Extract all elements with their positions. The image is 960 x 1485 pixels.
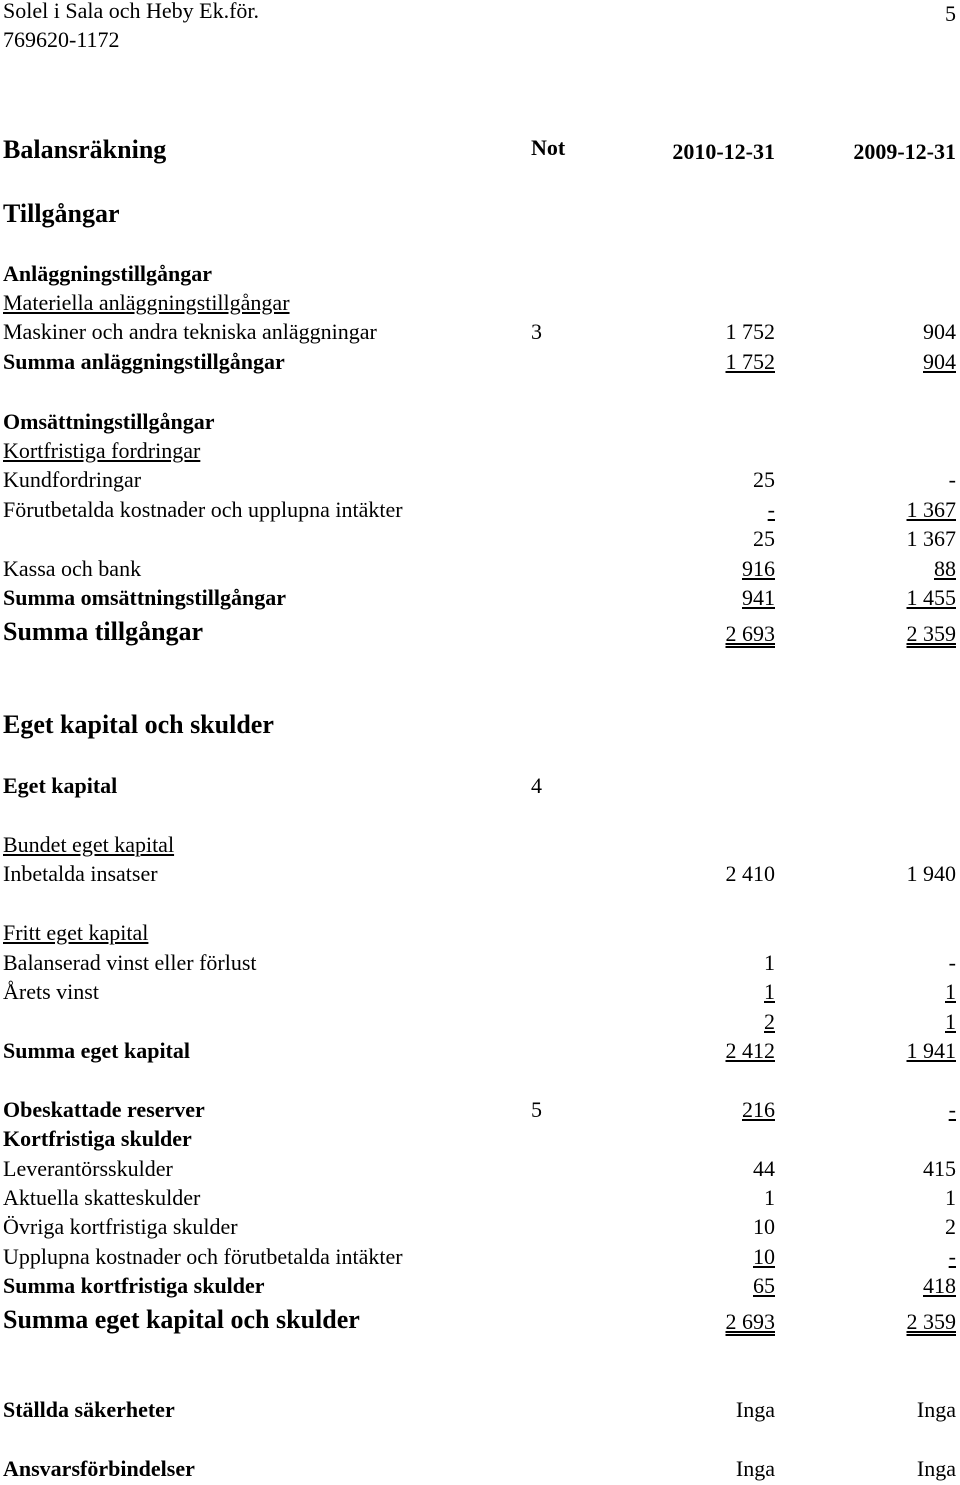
suppliers-row <box>0 1155 960 1183</box>
assets-heading: Tillgångar <box>3 199 120 228</box>
statement-title: Balansräkning <box>3 135 167 164</box>
equity-total-row <box>0 1037 960 1065</box>
other-liabilities-previous: 2 <box>945 1214 956 1239</box>
pledged-assets-current: Inga <box>735 1397 775 1422</box>
equity-heading: Eget kapital <box>3 773 118 798</box>
cash-label: Kassa och bank <box>3 556 142 581</box>
other-liabilities-label: Övriga kortfristiga skulder <box>3 1214 238 1239</box>
prepaid-label: Förutbetalda kostnader och upplupna intäkter <box>3 497 403 522</box>
untaxed-reserves-label: Obeskattade reserver <box>3 1097 205 1122</box>
contingent-liabilities-previous: Inga <box>916 1456 956 1481</box>
pledged-assets-row <box>0 1396 960 1424</box>
other-liabilities-row <box>0 1213 960 1241</box>
current-assets-total-label: Summa omsättningstillgångar <box>3 585 286 610</box>
receivables-row <box>0 466 960 494</box>
current-year-column-header: 2010-12-31 <box>672 139 775 164</box>
short-liabilities-total-current: 65 <box>753 1273 775 1298</box>
suppliers-current: 44 <box>753 1156 775 1181</box>
short-liabilities-heading: Kortfristiga skulder <box>3 1126 192 1151</box>
total-assets-row <box>0 615 960 649</box>
tax-liabilities-previous: 1 <box>945 1185 956 1210</box>
free-equity-heading: Fritt eget kapital <box>3 920 149 945</box>
tangible-assets-heading: Materiella anläggningstillgångar <box>3 290 290 315</box>
tax-liabilities-row <box>0 1184 960 1212</box>
machines-previous: 904 <box>923 319 956 344</box>
page-number: 5 <box>945 1 956 26</box>
accrued-current: 10 <box>753 1244 775 1269</box>
free-equity-subtotal-current: 2 <box>764 1009 775 1034</box>
paid-in-row <box>0 860 960 888</box>
current-assets-heading: Omsättningstillgångar <box>3 409 215 434</box>
accrued-label: Upplupna kostnader och förutbetalda intäkter <box>3 1244 403 1269</box>
equity-total-label: Summa eget kapital <box>3 1038 190 1063</box>
prepaid-row <box>0 496 960 524</box>
receivables-previous: - <box>948 467 956 492</box>
pledged-assets-label: Ställda säkerheter <box>3 1397 175 1422</box>
free-equity-subtotal-row <box>0 1008 960 1036</box>
fixed-assets-total-row <box>0 348 960 376</box>
restricted-equity-heading: Bundet eget kapital <box>3 832 175 857</box>
fixed-assets-total-current: 1 752 <box>725 349 775 374</box>
retained-previous: - <box>948 950 956 975</box>
equity-note: 4 <box>531 773 542 798</box>
total-assets-label: Summa tillgångar <box>3 617 204 646</box>
receivables-subtotal-row <box>0 525 960 553</box>
short-liabilities-heading-row <box>0 1125 960 1153</box>
receivables-label: Kundfordringar <box>3 467 142 492</box>
cash-row <box>0 555 960 583</box>
assets-heading-row <box>0 198 960 230</box>
accrued-row <box>0 1243 960 1271</box>
untaxed-reserves-note: 5 <box>531 1097 542 1122</box>
equity-total-previous: 1 941 <box>906 1038 956 1063</box>
total-equity-liabilities-label: Summa eget kapital och skulder <box>3 1305 360 1334</box>
equity-total-current: 2 412 <box>725 1038 775 1063</box>
organization-name: Solel i Sala och Heby Ek.för. <box>3 0 260 23</box>
year-profit-row <box>0 978 960 1006</box>
untaxed-reserves-current: 216 <box>742 1097 775 1122</box>
suppliers-previous: 415 <box>923 1156 956 1181</box>
receivables-current: 25 <box>753 467 775 492</box>
machines-label: Maskiner och andra tekniska anläggningar <box>3 319 377 344</box>
prepaid-current: - <box>767 497 775 522</box>
organization-number: 769620-1172 <box>3 27 120 52</box>
note-column-header: Not <box>531 135 566 160</box>
receivables-subtotal-current: 25 <box>753 526 775 551</box>
total-equity-liabilities-row <box>0 1303 960 1337</box>
total-assets-current: 2 693 <box>725 621 775 646</box>
untaxed-reserves-previous: - <box>948 1097 956 1122</box>
untaxed-reserves-row <box>0 1096 960 1124</box>
fixed-assets-heading-row <box>0 260 960 288</box>
retained-row <box>0 949 960 977</box>
machines-row <box>0 318 960 346</box>
paid-in-current: 2 410 <box>725 861 775 886</box>
contingent-liabilities-current: Inga <box>735 1456 775 1481</box>
current-assets-total-current: 941 <box>742 585 775 610</box>
accrued-previous: - <box>948 1244 956 1269</box>
short-liabilities-total-label: Summa kortfristiga skulder <box>3 1273 265 1298</box>
fixed-assets-total-label: Summa anläggningstillgångar <box>3 349 285 374</box>
tangible-assets-heading-row <box>0 289 960 317</box>
previous-year-column-header: 2009-12-31 <box>853 139 956 164</box>
contingent-liabilities-row <box>0 1455 960 1483</box>
paid-in-label: Inbetalda insatser <box>3 861 158 886</box>
total-equity-liabilities-previous: 2 359 <box>906 1309 956 1334</box>
free-equity-subtotal-previous: 1 <box>945 1009 956 1034</box>
cash-previous: 88 <box>934 556 956 581</box>
receivables-subtotal-previous: 1 367 <box>906 526 956 551</box>
tax-liabilities-current: 1 <box>764 1185 775 1210</box>
free-equity-heading-row <box>0 919 960 947</box>
current-assets-heading-row <box>0 408 960 436</box>
retained-current: 1 <box>764 950 775 975</box>
column-header-row <box>0 134 960 166</box>
current-assets-total-row <box>0 584 960 612</box>
restricted-equity-heading-row <box>0 831 960 859</box>
tax-liabilities-label: Aktuella skatteskulder <box>3 1185 201 1210</box>
pledged-assets-previous: Inga <box>916 1397 956 1422</box>
year-profit-current: 1 <box>764 979 775 1004</box>
contingent-liabilities-label: Ansvarsförbindelser <box>3 1456 195 1481</box>
short-receivables-heading: Kortfristiga fordringar <box>3 438 201 463</box>
short-liabilities-total-previous: 418 <box>923 1273 956 1298</box>
retained-label: Balanserad vinst eller förlust <box>3 950 257 975</box>
total-equity-liabilities-current: 2 693 <box>725 1309 775 1334</box>
current-assets-total-previous: 1 455 <box>906 585 956 610</box>
total-assets-previous: 2 359 <box>906 621 956 646</box>
fixed-assets-heading: Anläggningstillgångar <box>3 261 213 286</box>
year-profit-previous: 1 <box>945 979 956 1004</box>
short-liabilities-total-row <box>0 1272 960 1300</box>
machines-current: 1 752 <box>725 319 775 344</box>
short-receivables-heading-row <box>0 437 960 465</box>
year-profit-label: Årets vinst <box>3 979 99 1004</box>
prepaid-previous: 1 367 <box>906 497 956 522</box>
cash-current: 916 <box>742 556 775 581</box>
fixed-assets-total-previous: 904 <box>923 349 956 374</box>
equity-heading-row <box>0 772 960 800</box>
equity-liabilities-heading-row <box>0 708 960 742</box>
paid-in-previous: 1 940 <box>906 861 956 886</box>
other-liabilities-current: 10 <box>753 1214 775 1239</box>
machines-note: 3 <box>531 319 542 344</box>
suppliers-label: Leverantörsskulder <box>3 1156 173 1181</box>
equity-liabilities-heading: Eget kapital och skulder <box>3 710 274 739</box>
